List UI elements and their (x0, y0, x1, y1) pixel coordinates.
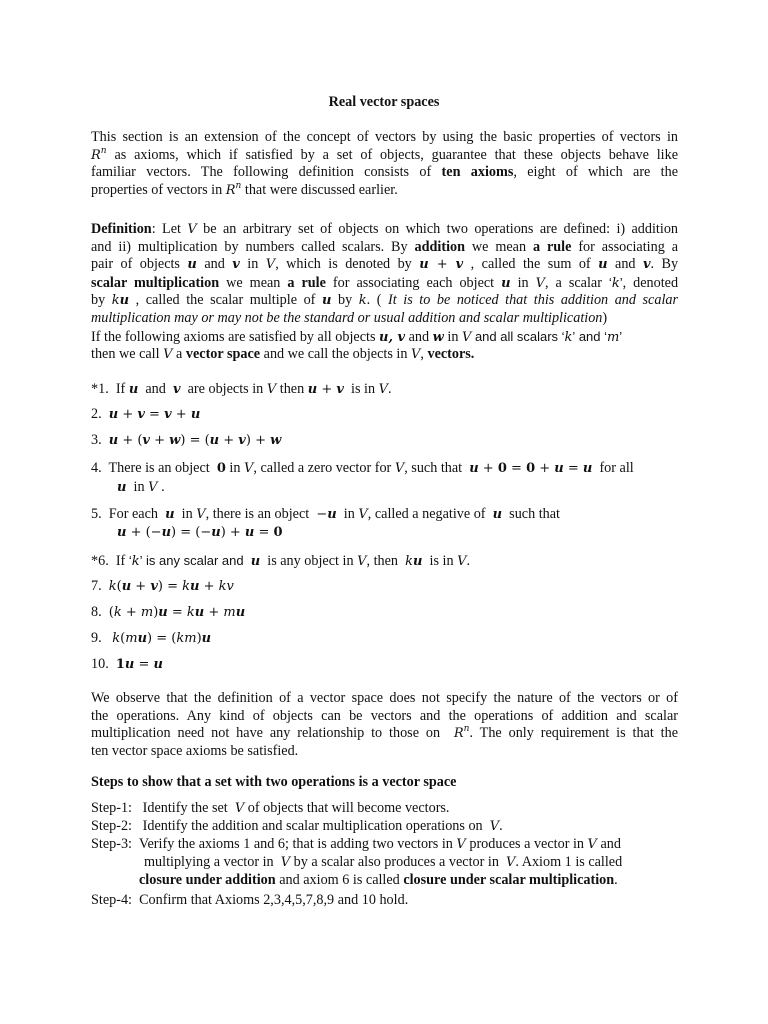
step-4: Step-4: Confirm that Axioms 2,3,4,5,7,8,9 and 10 hold. (91, 892, 409, 908)
definition-line-2: and ii) multiplication by numbers called scalars. By addition we mean a rule for associating a (91, 238, 678, 255)
observation-line-4: ten vector space axioms be satisfied. (91, 742, 299, 759)
intro-line-2: $R^n$ as axioms, which if satisfied by a set of objects, guarantee that these objects behave like (91, 145, 678, 163)
definition-line-5: by ku , called the scalar multiple of u by k. ( It is to be noticed that this addition and scalar (91, 292, 679, 309)
definition-paragraph (91, 221, 678, 364)
step-3-line-2: multiplying a vector in V by a scalar also produces a vector in V. Axiom 1 is called (144, 854, 623, 870)
observation-paragraph (91, 690, 678, 760)
observation-line-3: multiplication need not have any relationship to those on $R^n$. The only requirement is that the (91, 724, 679, 742)
axiom-3: 3. u + (v + w) = (u + v) + w (91, 432, 282, 448)
axiom-2: 2. u + v = v + u (91, 406, 201, 422)
observation-line-2: the operations. Any kind of objects can be vectors and the operations of addition and scalar (91, 707, 678, 724)
page-title: Real vector spaces (328, 94, 440, 110)
step-2: Step-2: Identify the addition and scalar multiplication operations on V. (91, 818, 503, 834)
axiom-5-continued: u + (−u) = (−u) + u = 0 (117, 525, 283, 540)
definition-line-3: pair of objects u and v in V, which is denoted by u + v , called the sum of u and v. By (91, 256, 679, 273)
definition-line-6: multiplication may or may not be the standard or usual addition and scalar multiplication) (91, 309, 608, 326)
axiom-4: 4. There is an object 0 in V, called a zero vector for V, such that u + 0 = 0 + u = u for all (91, 460, 634, 476)
axiom-4-continued: u in V . (117, 479, 165, 495)
axiom-1: *1. If u and v are objects in V then u + v is in V. (91, 381, 392, 397)
axiom-5: 5. For each u in V, there is an object −u in V, called a negative of u such that (91, 506, 560, 522)
intro-line-3: familiar vectors. The following definition consists of ten axioms, eight of which are the (91, 164, 678, 181)
definition-line-8: then we call V a vector space and we call the objects in V, vectors. (91, 346, 475, 363)
step-3: Step-3: Verify the axioms 1 and 6; that is adding two vectors in V produces a vector in V and (91, 836, 621, 852)
intro-line-1: This section is an extension of the concept of vectors by using the basic properties of vectors in (91, 129, 678, 145)
axiom-10: 10. 1u = u (91, 656, 163, 672)
axiom-9: 9. k(mu) = (km)u (91, 630, 212, 646)
steps-heading: Steps to show that a set with two operations is a vector space (91, 774, 457, 790)
observation-line-1: We observe that the definition of a vector space does not specify the nature of the vectors or of (91, 690, 678, 706)
definition-line-7: If the following axioms are satisfied by all objects u, v and w in V and all scalars ‘k’ and ‘m’ (91, 328, 623, 345)
definition-line-4: scalar multiplication we mean a rule for associating each object u in V, a scalar ‘k’, denoted (91, 274, 679, 291)
step-1: Step-1: Identify the set V of objects that will become vectors. (91, 800, 450, 816)
intro-paragraph (91, 129, 678, 199)
axiom-7: 7. k(u + v) = ku + kv (91, 578, 234, 594)
definition-line-1: Definition: Let V be an arbitrary set of objects on which two operations are defined: i) addition (91, 221, 679, 237)
axiom-6: *6. If ‘k’ is any scalar and u is any object in V, then ku is in V. (91, 553, 471, 569)
definition-label: Definition (91, 221, 152, 237)
step-3-line-3: closure under addition and axiom 6 is called closure under scalar multiplication. (139, 872, 618, 888)
axiom-8: 8. (k + m)u = ku + mu (91, 604, 246, 620)
intro-line-4: properties of vectors in $R^n$ that were discussed earlier. (91, 180, 398, 198)
